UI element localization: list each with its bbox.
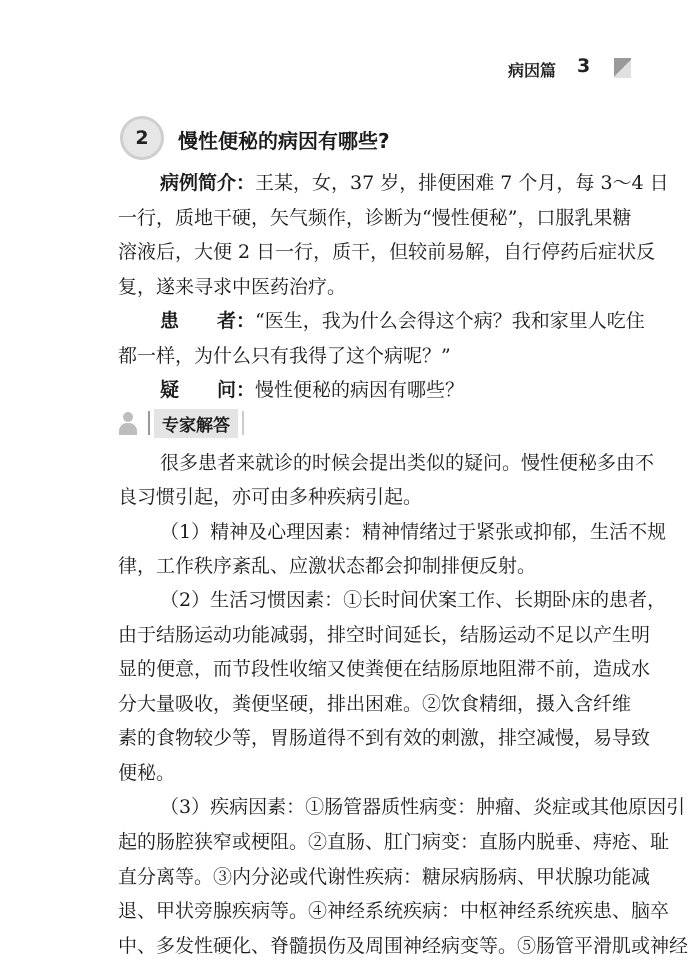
divider [148,411,150,435]
doubt-text: 慢性便秘的病因有哪些？ [255,379,465,401]
answer-line: 显的便意，而节段性收缩又使粪便在结肠原地阻滞不前，造成水 [118,658,651,680]
patient-label: 患 者： [160,310,256,332]
case-line [160,171,669,195]
answer-line: 良习惯引起，亦可由多种疾病引起。 [118,486,423,508]
answer-line: 由于结肠运动功能减弱，排空时间延长，结肠运动不足以产生明 [118,624,651,646]
case-text: 王某，女，37 岁，排便困难 7 个月，每 3～4 日 [255,172,669,194]
answer-line: （2）生活习惯因素：①长时间伏案工作、长期卧床的患者， [160,589,667,611]
answer-line: 律，工作秩序紊乱、应激状态都会抑制排便反射。 [118,555,537,577]
expert-answer-title: 专家解答 [154,409,238,438]
case-line: 溶液后，大便 2 日一行，质干，但较前易解，自行停药后症状反 [118,241,656,263]
doubt-label: 疑 问： [160,379,256,401]
answer-line: （3）疾病因素：①肠管器质性病变：肿瘤、炎症或其他原因引 [160,796,686,818]
running-header-section: 病因篇 [508,61,557,80]
question-number-badge: 2 [120,116,164,160]
case-line: 复，遂来寻求中医药治疗。 [118,276,347,298]
answer-line: 退、甲状旁腺疾病等。④神经系统疾病：中枢神经系统疾患、脑卒 [118,900,670,922]
answer-line: 便秘。 [118,762,176,784]
corner-decoration-icon [614,58,631,78]
answer-line: 起的肠腔狭窄或梗阻。②直肠、肛门病变：直肠内脱垂、痔疮、耻 [118,831,670,853]
doubt-line [160,378,610,402]
expert-person-icon [118,411,138,435]
answer-line: 分大量吸收，粪便坚硬，排出困难。②饮食精细，摄入含纤维 [118,693,632,715]
divider [242,411,244,435]
answer-line: （1）精神及心理因素：精神情绪过于紧张或抑郁，生活不规 [160,521,667,543]
page-number: 3 [577,55,591,77]
patient-line: 都一样，为什么只有我得了这个病呢？” [118,345,451,367]
answer-line: 很多患者来就诊的时候会提出类似的疑问。慢性便秘多由不 [160,452,655,474]
case-label: 病例简介： [160,172,256,194]
answer-line: 素的食物较少等，胃肠道得不到有效的刺激，排空减慢，易导致 [118,727,651,749]
case-line: 一行，质地干硬，矢气频作，诊断为“慢性便秘”，口服乳果糖 [118,207,632,229]
patient-line [160,309,645,333]
question-title: 慢性便秘的病因有哪些? [178,129,390,153]
patient-text: “医生，我为什么会得这个病？我和家里人吃住 [255,310,645,332]
answer-line: 中、多发性硬化、脊髓损伤及周围神经病变等。⑤肠管平滑肌或神经 [118,935,689,957]
answer-line: 直分离等。③内分泌或代谢性疾病：糖尿病肠病、甲状腺功能减 [118,866,651,888]
expert-answer-heading [118,410,244,436]
